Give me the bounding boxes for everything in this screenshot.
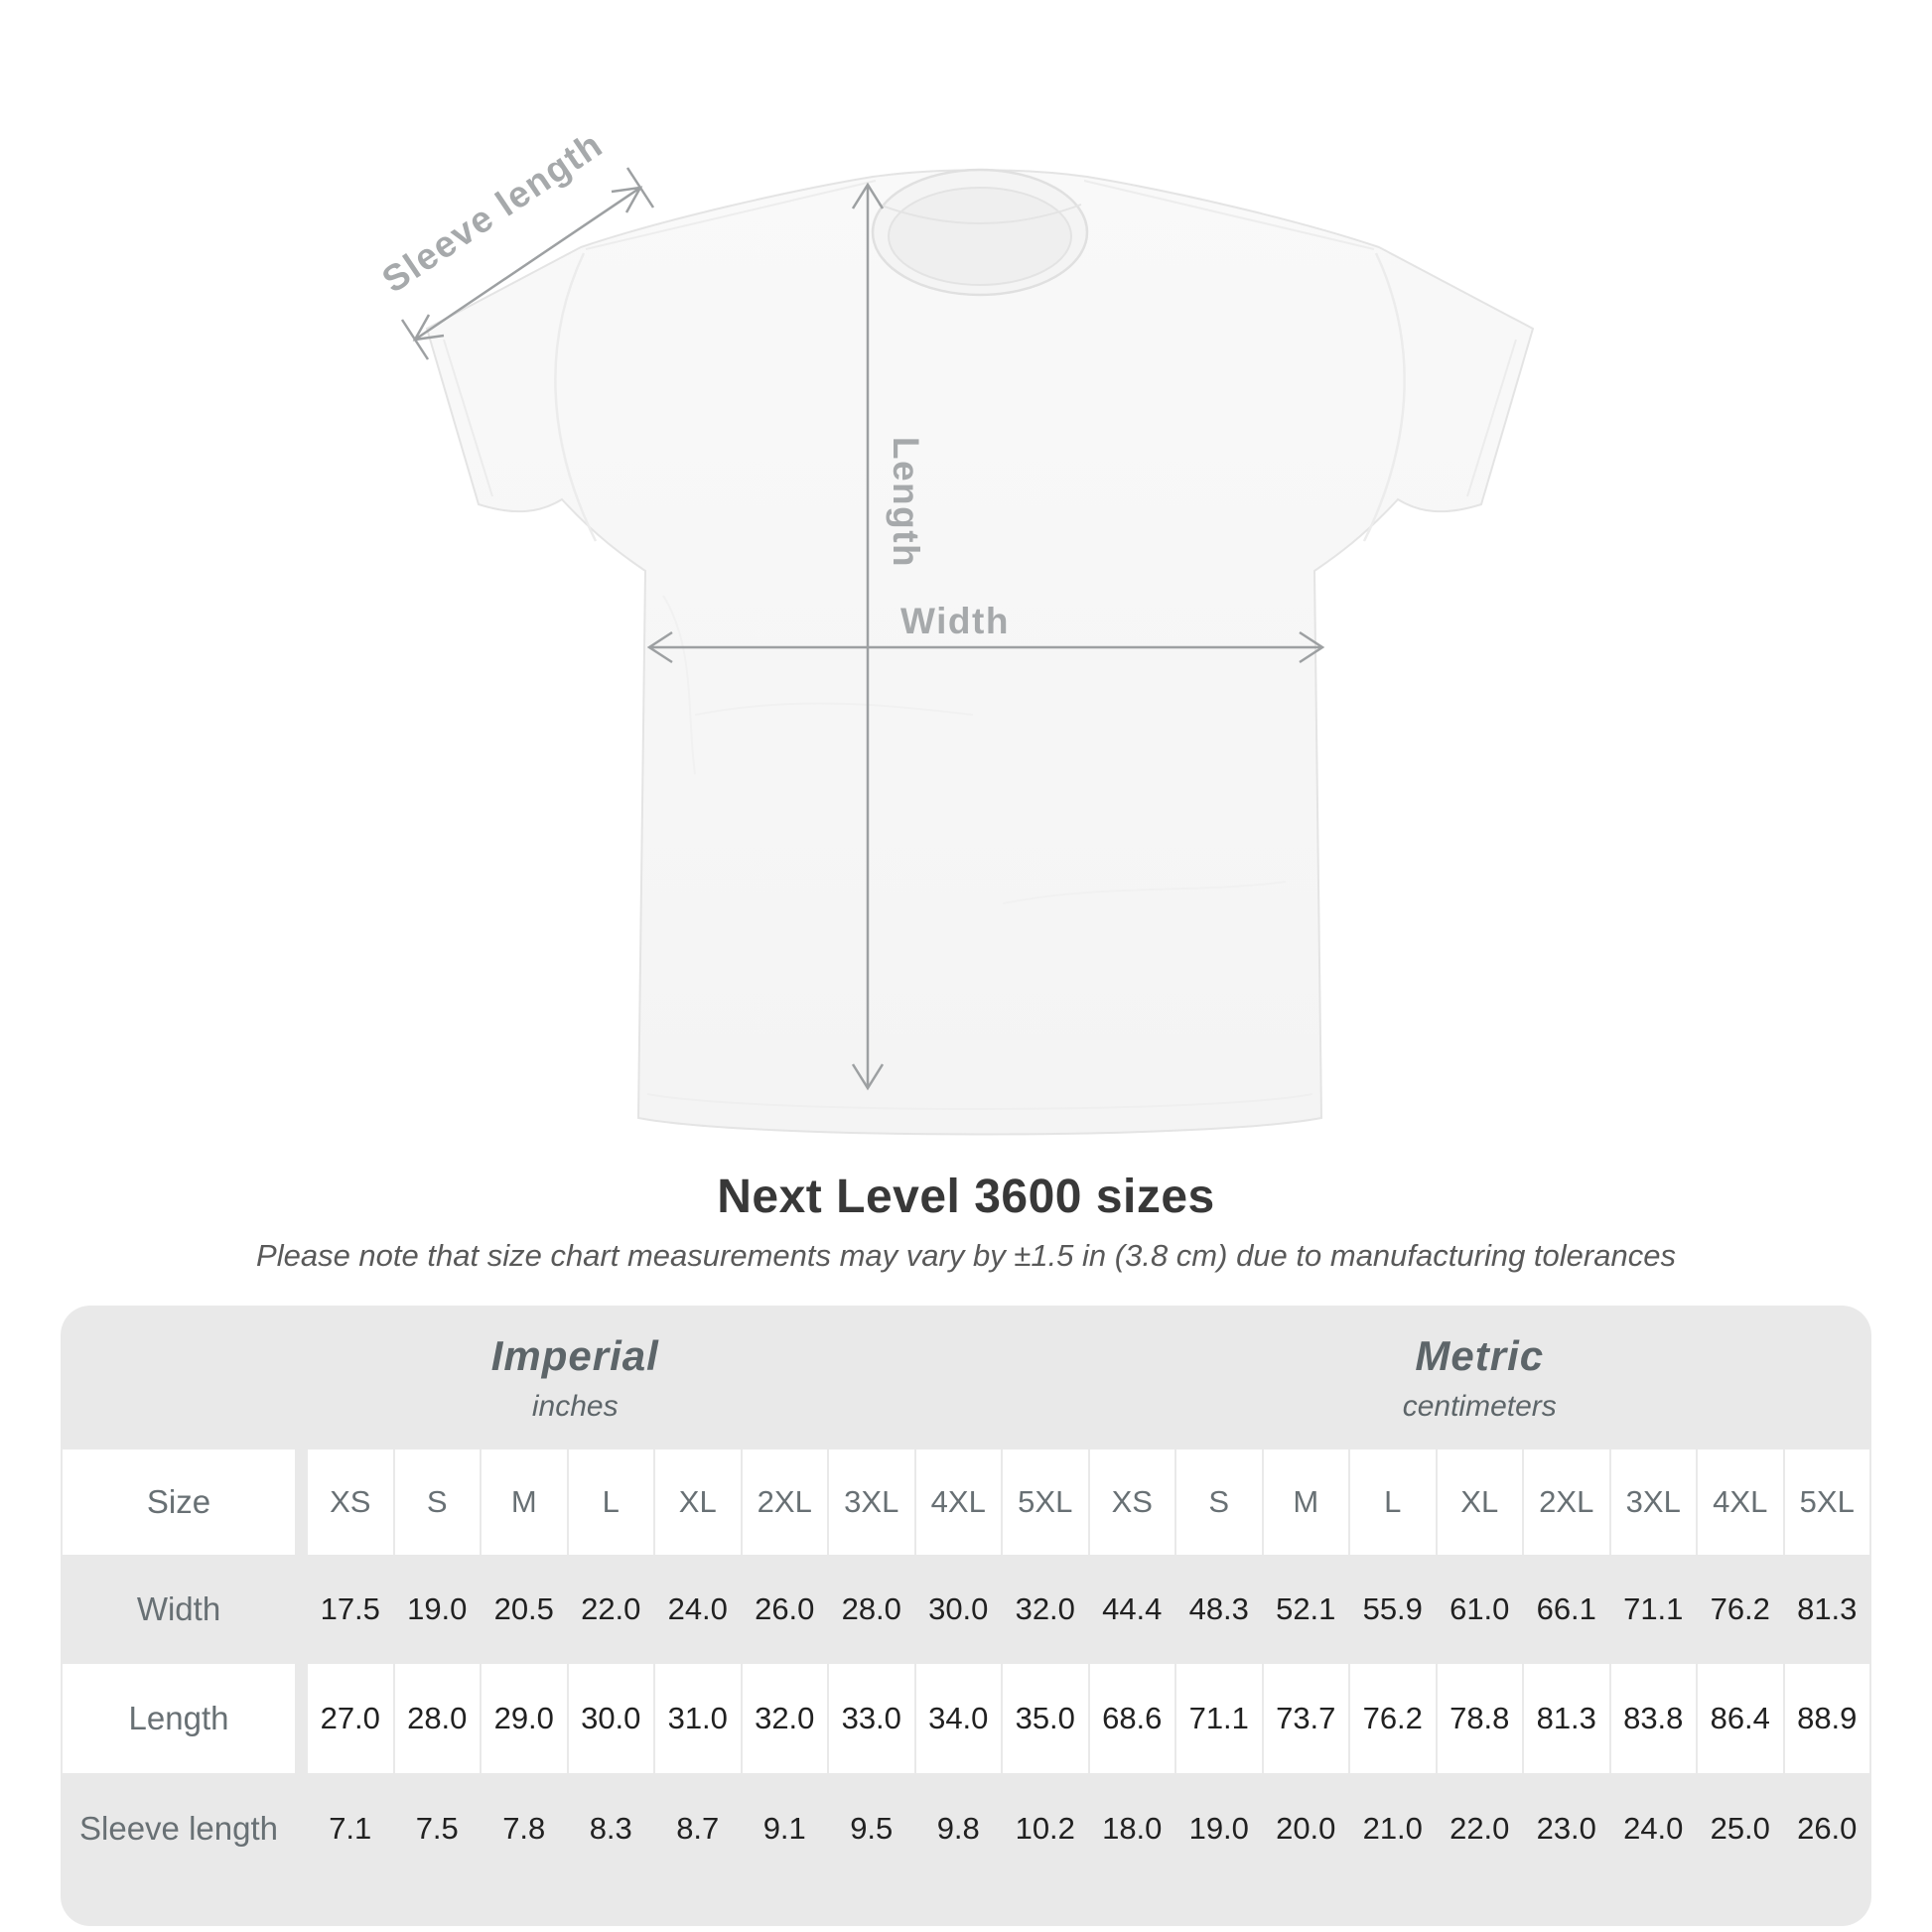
size-column-header: M xyxy=(482,1449,567,1554)
value-cell: 61.0 xyxy=(1449,1590,1510,1626)
unit-header-imperial xyxy=(63,1306,1088,1449)
size-row-label: Size xyxy=(63,1449,295,1554)
value-cell: 32.0 xyxy=(1015,1590,1075,1626)
value-cell: 20.5 xyxy=(493,1590,554,1626)
value-cell: 22.0 xyxy=(581,1590,641,1626)
row-label: Width xyxy=(136,1589,221,1627)
value-cell: 17.5 xyxy=(320,1590,380,1626)
unit-header-metric xyxy=(1090,1306,1870,1449)
value-cell: 88.9 xyxy=(1785,1664,1870,1773)
value-cell: 30.0 xyxy=(928,1590,989,1626)
value-cell: 71.1 xyxy=(1623,1590,1684,1626)
value-cell: 20.0 xyxy=(1276,1811,1336,1847)
length-label: Length xyxy=(886,436,926,569)
value-cell: 48.3 xyxy=(1188,1590,1249,1626)
metric-unit: centimeters xyxy=(1402,1389,1557,1423)
value-cell: 55.9 xyxy=(1362,1590,1423,1626)
value-cell: 8.7 xyxy=(676,1811,720,1847)
value-cell: 26.0 xyxy=(1797,1811,1858,1847)
value-cell: 29.0 xyxy=(482,1664,567,1773)
value-cell: 86.4 xyxy=(1698,1664,1783,1773)
size-column-header: XS xyxy=(1090,1449,1175,1554)
value-cell: 76.2 xyxy=(1710,1590,1770,1626)
row-sleeve-length xyxy=(63,1773,1869,1926)
value-cell: 68.6 xyxy=(1090,1664,1175,1773)
value-cell: 21.0 xyxy=(1362,1811,1423,1847)
value-cell: 9.5 xyxy=(850,1811,894,1847)
size-table xyxy=(61,1306,1871,1926)
row-label: Sleeve length xyxy=(79,1810,278,1848)
value-cell: 25.0 xyxy=(1710,1811,1770,1847)
value-cell: 52.1 xyxy=(1276,1590,1336,1626)
value-cell: 19.0 xyxy=(1188,1811,1249,1847)
size-column-header: 3XL xyxy=(829,1449,914,1554)
size-column-header: XL xyxy=(1438,1449,1523,1554)
value-cell: 71.1 xyxy=(1176,1664,1262,1773)
imperial-unit: inches xyxy=(531,1389,619,1423)
size-header-row xyxy=(63,1449,1869,1554)
size-column-header: 2XL xyxy=(743,1449,828,1554)
value-cell: 28.0 xyxy=(395,1664,481,1773)
size-column-header: XS xyxy=(308,1449,393,1554)
value-cell: 31.0 xyxy=(655,1664,741,1773)
column-gap xyxy=(297,1664,306,1773)
size-column-header: 5XL xyxy=(1785,1449,1870,1554)
value-cell: 76.2 xyxy=(1350,1664,1436,1773)
unit-header-row xyxy=(63,1306,1869,1449)
column-gap xyxy=(297,1555,306,1664)
size-column-header: M xyxy=(1264,1449,1349,1554)
size-column-header: 4XL xyxy=(916,1449,1002,1554)
value-cell: 28.0 xyxy=(841,1590,901,1626)
value-cell: 10.2 xyxy=(1015,1811,1075,1847)
size-column-header: L xyxy=(569,1449,654,1554)
size-column-header: 3XL xyxy=(1611,1449,1697,1554)
value-cell: 26.0 xyxy=(755,1590,815,1626)
value-cell: 7.8 xyxy=(502,1811,546,1847)
tolerance-note: Please note that size chart measurements may vary by ±1.5 in (3.8 cm) due to manufacturing tolerances xyxy=(256,1238,1676,1273)
value-cell: 27.0 xyxy=(308,1664,393,1773)
size-column-header: XL xyxy=(655,1449,741,1554)
size-column-header: 4XL xyxy=(1698,1449,1783,1554)
value-cell: 30.0 xyxy=(569,1664,654,1773)
value-cell: 23.0 xyxy=(1536,1811,1596,1847)
value-cell: 78.8 xyxy=(1438,1664,1523,1773)
tshirt-graphic xyxy=(427,170,1533,1135)
imperial-title: Imperial xyxy=(490,1331,659,1379)
value-cell: 7.1 xyxy=(329,1811,372,1847)
value-cell: 24.0 xyxy=(667,1590,728,1626)
size-column-header: S xyxy=(395,1449,481,1554)
value-cell: 44.4 xyxy=(1102,1590,1163,1626)
row-label: Length xyxy=(63,1664,295,1773)
value-cell: 66.1 xyxy=(1536,1590,1596,1626)
value-cell: 81.3 xyxy=(1797,1590,1858,1626)
size-column-header: 2XL xyxy=(1524,1449,1609,1554)
value-cell: 35.0 xyxy=(1003,1664,1088,1773)
size-table-card xyxy=(61,1306,1871,1926)
value-cell: 9.8 xyxy=(936,1811,980,1847)
value-cell: 7.5 xyxy=(415,1811,459,1847)
column-gap xyxy=(297,1773,306,1926)
value-cell: 83.8 xyxy=(1611,1664,1697,1773)
page-title: Next Level 3600 sizes xyxy=(717,1171,1215,1223)
size-column-header: 5XL xyxy=(1003,1449,1088,1554)
value-cell: 8.3 xyxy=(589,1811,632,1847)
row-length xyxy=(63,1664,1869,1773)
collar-inner xyxy=(889,188,1071,285)
value-cell: 33.0 xyxy=(829,1664,914,1773)
size-column-header: L xyxy=(1350,1449,1436,1554)
value-cell: 18.0 xyxy=(1102,1811,1163,1847)
size-column-header: S xyxy=(1176,1449,1262,1554)
value-cell: 22.0 xyxy=(1449,1811,1510,1847)
value-cell: 9.1 xyxy=(762,1811,806,1847)
value-cell: 24.0 xyxy=(1623,1811,1684,1847)
sleeve-length-label: Sleeve length xyxy=(374,123,611,301)
value-cell: 73.7 xyxy=(1264,1664,1349,1773)
value-cell: 81.3 xyxy=(1524,1664,1609,1773)
value-cell: 34.0 xyxy=(916,1664,1002,1773)
value-cell: 32.0 xyxy=(743,1664,828,1773)
width-label: Width xyxy=(900,601,1010,641)
metric-title: Metric xyxy=(1415,1331,1545,1379)
row-width xyxy=(63,1555,1869,1664)
value-cell: 19.0 xyxy=(407,1590,468,1626)
column-gap xyxy=(297,1449,306,1554)
